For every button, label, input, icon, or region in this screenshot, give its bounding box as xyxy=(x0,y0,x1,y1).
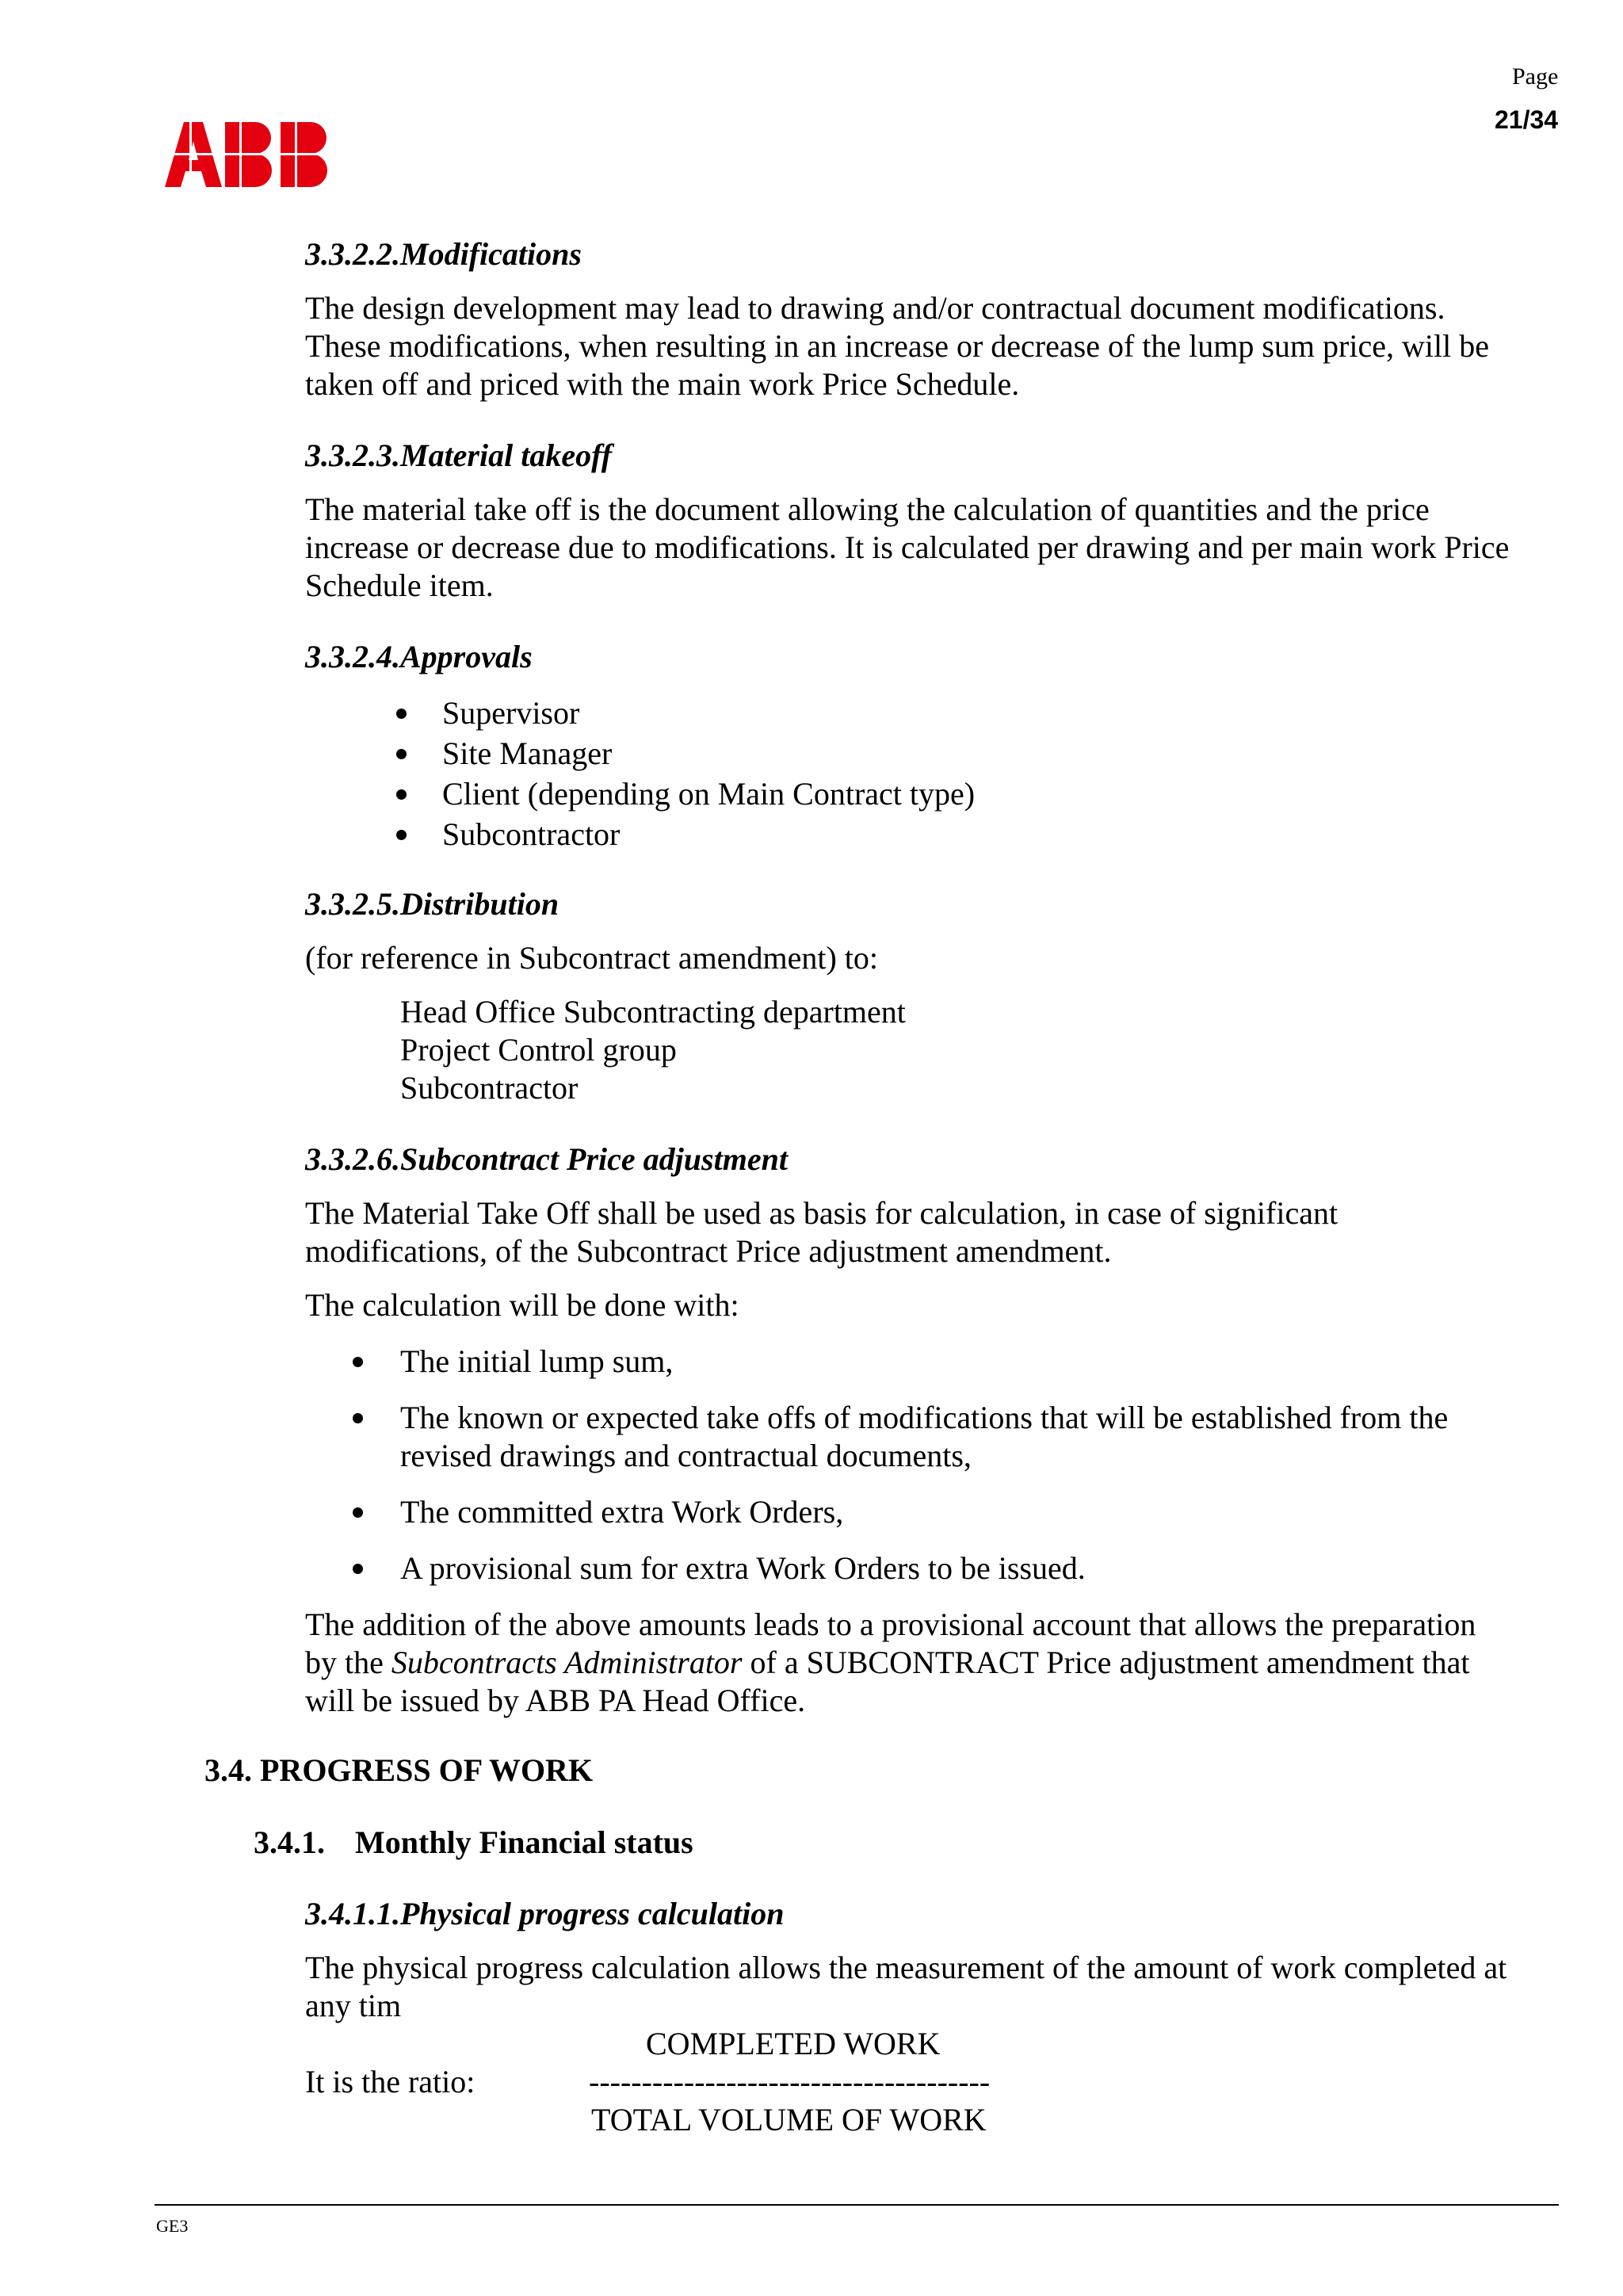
distribution-item: Subcontractor xyxy=(400,1070,579,1106)
bullet-icon xyxy=(396,709,407,719)
price-adjustment-p3-line-1: The addition of the above amounts leads to a provisional account that allows the preparation xyxy=(305,1606,1476,1642)
heading-monthly-financial-status: Monthly Financial status xyxy=(355,1824,693,1860)
price-adjustment-p1-line-1: The Material Take Off shall be used as basis for calculation, in case of significant xyxy=(305,1195,1338,1231)
bullet-icon xyxy=(353,1564,363,1574)
modifications-line-3: taken off and priced with the main work Price Schedule. xyxy=(305,366,1020,402)
calc-item: The known or expected take offs of modifications that will be established from the xyxy=(400,1400,1449,1435)
footer-code: GE3 xyxy=(156,2216,189,2236)
heading-progress-of-work: 3.4. PROGRESS OF WORK xyxy=(204,1752,594,1788)
heading-approvals: 3.3.2.4.Approvals xyxy=(305,639,533,674)
modifications-line-2: These modifications, when resulting in an increase or decrease of the lump sum price, will be xyxy=(305,328,1489,364)
heading-modifications: 3.3.2.2.Modifications xyxy=(305,236,582,272)
calc-item: A provisional sum for extra Work Orders to be issued. xyxy=(400,1550,1086,1586)
takeoff-line-3: Schedule item. xyxy=(305,567,494,603)
heading-number-341: 3.4.1. xyxy=(254,1824,325,1860)
modifications-line-1: The design development may lead to drawing and/or contractual document modifications. xyxy=(305,290,1445,326)
footer-rule xyxy=(155,2204,1559,2206)
distribution-item: Project Control group xyxy=(400,1032,677,1068)
physical-progress-line-2: any tim xyxy=(305,1988,402,2023)
calc-item-continuation: revised drawings and contractual documents, xyxy=(400,1438,972,1473)
ratio-denominator: TOTAL VOLUME OF WORK xyxy=(591,2102,987,2137)
price-adjustment-p1-line-2: modifications, of the Subcontract Price adjustment amendment. xyxy=(305,1233,1112,1269)
approval-item: Site Manager xyxy=(442,735,613,771)
heading-price-adjustment: 3.3.2.6.Subcontract Price adjustment xyxy=(305,1141,788,1177)
price-adjustment-p2: The calculation will be done with: xyxy=(305,1287,739,1323)
takeoff-line-1: The material take off is the document allowing the calculation of quantities and the price xyxy=(305,491,1430,527)
heading-material-takeoff: 3.3.2.3.Material takeoff xyxy=(305,437,613,473)
approval-item: Subcontractor xyxy=(442,816,621,852)
ratio-numerator: COMPLETED WORK xyxy=(646,2026,941,2061)
page-label: Page xyxy=(1512,63,1559,90)
heading-physical-progress: 3.4.1.1.Physical progress calculation xyxy=(305,1896,785,1931)
ratio-label: It is the ratio: xyxy=(305,2064,475,2099)
subcontracts-administrator: Subcontracts Administrator xyxy=(391,1645,743,1680)
abb-logo xyxy=(165,122,338,187)
calc-item: The committed extra Work Orders, xyxy=(400,1494,844,1530)
calc-item: The initial lump sum, xyxy=(400,1343,674,1379)
page-number: 21/34 xyxy=(1495,105,1559,134)
bullet-icon xyxy=(353,1507,363,1518)
distribution-item: Head Office Subcontracting department xyxy=(400,994,906,1030)
bullet-icon xyxy=(396,789,407,800)
bullet-icon xyxy=(353,1413,363,1423)
price-adjustment-p3-line-2: by the Subcontracts Administrator of a SUBCONTRACT Price adjustment amendment that xyxy=(305,1645,1470,1680)
distribution-intro: (for reference in Subcontract amendment) to: xyxy=(305,940,879,976)
price-adjustment-p3-line-3: will be issued by ABB PA Head Office. xyxy=(305,1683,806,1718)
bullet-icon xyxy=(353,1357,363,1367)
bullet-icon xyxy=(396,749,407,759)
physical-progress-line-1: The physical progress calculation allows the measurement of the amount of work completed at xyxy=(305,1950,1507,1985)
approval-item: Supervisor xyxy=(442,695,580,731)
approval-item: Client (depending on Main Contract type) xyxy=(442,776,976,812)
bullet-icon xyxy=(396,830,407,840)
heading-distribution: 3.3.2.5.Distribution xyxy=(305,886,559,922)
ratio-divider: -------------------------------------- xyxy=(589,2064,991,2099)
takeoff-line-2: increase or decrease due to modifications. It is calculated per drawing and per main work Price xyxy=(305,529,1510,565)
